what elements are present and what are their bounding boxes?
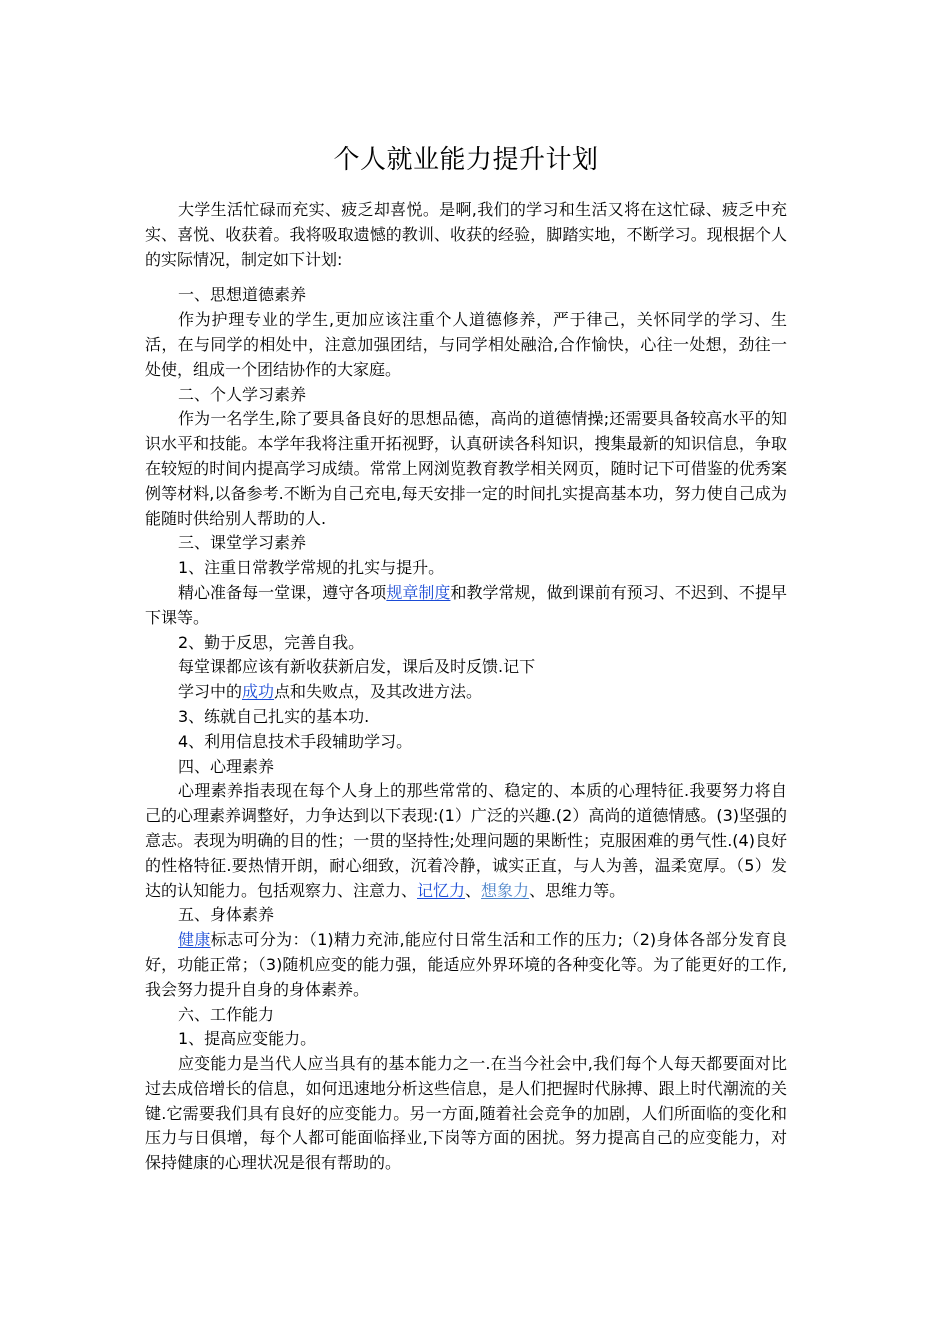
classroom-item-2: 2、勤于反思，完善自我。	[178, 632, 365, 652]
text-run: 标志可分为：（1)精力充沛,能应付日常生活和工作的压力;（2)身体各部分发育良好，功能正常；（3)随机应变的能力强，能适应外界环境的各种变化等。为了能更好的工作,我会努力提升自身的身体素养。	[145, 930, 787, 999]
section-heading-work: 六、工作能力	[178, 1004, 275, 1024]
link-health[interactable]: 健康	[178, 930, 211, 950]
intro-paragraph: 大学生活忙碌而充实、疲乏却喜悦。是啊,我们的学习和生活又将在这忙碌、疲乏中充实、喜悦、收获着。我将吸取遗憾的教训、收获的经验，脚踏实地，不断学习。现根据个人的实际情况，制定如下计划:	[145, 200, 787, 269]
text-run: 、思维力等。	[529, 880, 626, 900]
section-heading-moral: 一、思想道德素养	[178, 285, 307, 305]
classroom-item-2-body-line1: 每堂课都应该有新收获新启发，课后及时反馈.记下	[178, 657, 536, 677]
spacer	[145, 272, 787, 283]
text-run: 和教学常规，做到课前有预习、不迟到、不提早下课等。	[145, 582, 787, 627]
page-title: 个人就业能力提升计划	[333, 145, 599, 175]
section-heading-psychology: 四、心理素养	[178, 756, 275, 776]
text-run: 心理素养指表现在每个人身上的那些常常的、稳定的、本质的心理特征.我要努力将自己的心理素养调整好，力争达到以下表现:(1）广泛的兴趣.(2）高尚的道德情感。(3)坚强的意志。表现为明确的目的性；一贯的坚持性;处理问题的果断性；克服困难的勇气性.(4)良好的性格特征.要热情开朗，耐心细致，沉着冷静，诚实正直，与人为善，温柔宽厚。（5）发达的认知能力。包括观察力、注意力、	[145, 781, 787, 900]
section-body-physical	[145, 928, 787, 1002]
text-run: 点和失败点，及其改进方法。	[274, 682, 483, 702]
text-run: 精心准备每一堂课，遵守各项	[178, 582, 387, 602]
classroom-item-3: 3、练就自己扎实的基本功.	[178, 706, 370, 726]
classroom-item-2-body-line2	[145, 680, 787, 705]
link-imagination[interactable]: 想象力	[481, 880, 530, 900]
section-heading-classroom: 三、课堂学习素养	[178, 533, 307, 553]
section-heading-study: 二、个人学习素养	[178, 384, 307, 404]
section-body-psychology	[145, 779, 787, 903]
classroom-item-1: 1、注重日常教学常规的扎实与提升。	[178, 558, 445, 578]
document-page	[145, 140, 787, 1176]
link-memory[interactable]: 记忆力	[417, 880, 466, 900]
section-body-study: 作为一名学生,除了要具备良好的思想品德，高尚的道德情操;还需要具备较高水平的知识水平和技能。本学年我将注重开拓视野，认真研读各科知识，搜集最新的知识信息，争取在较短的时间内提高学习成绩。常常上网浏览教育教学相关网页，随时记下可借鉴的优秀案例等材料,以备参考.不断为自己充电,每天安排一定的时间扎实提高基本功，努力使自己成为能随时供给别人帮助的人.	[145, 409, 787, 528]
work-item-1: 1、提高应变能力。	[178, 1029, 317, 1049]
link-rules[interactable]: 规章制度	[386, 582, 451, 602]
section-body-work: 应变能力是当代人应当具有的基本能力之一.在当今社会中,我们每个人每天都要面对比过去成倍增长的信息，如何迅速地分析这些信息，是人们把握时代脉搏、跟上时代潮流的关键.它需要我们具有良好的应变能力。另一方面,随着社会竞争的加剧，人们所面临的变化和压力与日俱增，每个人都可能面临择业,下岗等方面的困扰。努力提高自己的应变能力，对保持健康的心理状况是很有帮助的。	[145, 1054, 787, 1173]
classroom-item-1-body	[145, 581, 787, 631]
text-run: 、	[465, 880, 482, 900]
classroom-item-4: 4、利用信息技术手段辅助学习。	[178, 731, 413, 751]
section-body-moral: 作为护理专业的学生,更加应该注重个人道德修养，严于律己，关怀同学的学习、生活，在与同学的相处中，注意加强团结，与同学相处融洽,合作愉快，心往一处想，劲往一处使，组成一个团结协作的大家庭。	[145, 310, 787, 379]
section-heading-physical: 五、身体素养	[178, 905, 275, 925]
link-success[interactable]: 成功	[242, 682, 275, 702]
text-run: 学习中的	[178, 682, 243, 702]
